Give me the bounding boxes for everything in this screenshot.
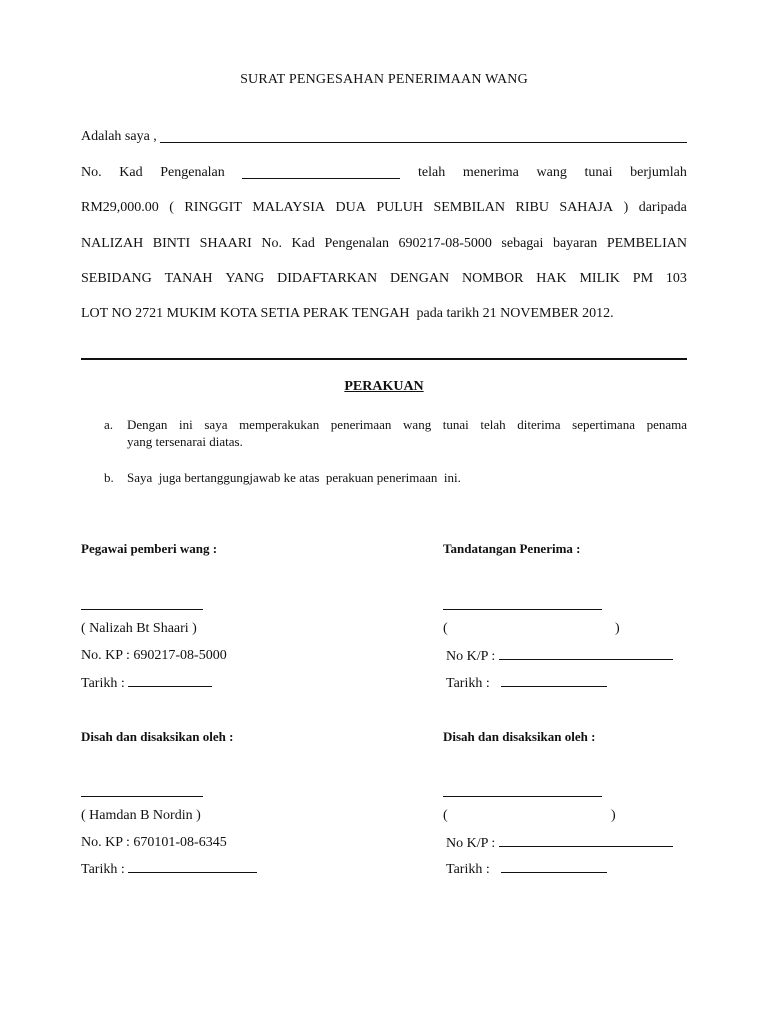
body-line-6: LOT NO 2721 MUKIM KOTA SETIA PERAK TENGAH pada tarikh 21 NOVEMBER 2012. (81, 306, 614, 321)
adalah-saya-label: Adalah saya , (81, 129, 157, 144)
word: SEMBILAN (433, 200, 506, 215)
word: SHAARI (199, 236, 252, 251)
word: diterima (517, 417, 561, 432)
word: saya (204, 417, 228, 432)
word: penerimaan (330, 417, 392, 432)
word: No. (81, 165, 102, 180)
word: 103 (665, 271, 687, 286)
word: RINGGIT (184, 200, 242, 215)
witness-date-label: Tarikh : (81, 862, 125, 877)
name-blank (160, 128, 687, 143)
document-title: SURAT PENGESAHAN PENERIMAAN WANG (240, 72, 528, 87)
witness2-signature-line (443, 796, 602, 797)
receiver-ic-label: No K/P : (446, 649, 496, 664)
receiver-date (446, 674, 607, 693)
giver-date-blank (128, 674, 212, 687)
body-line-2 (81, 164, 687, 182)
word: YANG (225, 271, 265, 286)
word: PULUH (376, 200, 423, 215)
word: ini (179, 417, 193, 432)
item-marker: a. (104, 417, 114, 432)
witness-signature-line (81, 796, 203, 797)
witness-ic: No. KP : 670101-08-6345 (81, 835, 227, 850)
word: tunai (584, 165, 613, 180)
body-line-1 (81, 128, 687, 146)
item-marker: b. (104, 470, 114, 485)
word: tunai (442, 417, 469, 432)
giver-heading: Pegawai pemberi wang : (81, 541, 218, 556)
witness2-date (446, 860, 607, 879)
word: penama (646, 417, 687, 432)
receiver-heading: Tandatangan Penerima : (443, 541, 581, 556)
word: SAHAJA (559, 200, 614, 215)
perakuan-item-a (104, 416, 687, 452)
giver-name: ( Nalizah Bt Shaari ) (81, 621, 197, 636)
receiver-signature-line (443, 609, 602, 610)
word: PM (632, 271, 654, 286)
witness2-name-close: ) (611, 808, 616, 823)
word: berjumlah (630, 165, 687, 180)
witness-heading-right: Disah dan disaksikan oleh : (443, 729, 596, 744)
word: Pengenalan (160, 165, 225, 180)
word: telah (418, 165, 446, 180)
body-line-4 (81, 235, 687, 253)
body-line-5 (81, 270, 687, 288)
giver-signature-line (81, 609, 203, 610)
word: RM29,000.00 (81, 200, 159, 215)
word: Dengan (127, 417, 168, 432)
receiver-ic-blank (499, 647, 673, 660)
witness-heading-left: Disah dan disaksikan oleh : (81, 729, 234, 744)
word: DENGAN (389, 271, 450, 286)
witness-date (81, 860, 257, 879)
word: RIBU (515, 200, 549, 215)
item-b-text: Saya juga bertanggungjawab ke atas perakuan penerimaan ini. (127, 470, 461, 485)
witness-name: ( Hamdan B Nordin ) (81, 808, 201, 823)
word: Kad (119, 165, 143, 180)
ic-blank (242, 164, 400, 179)
word: MILIK (579, 271, 620, 286)
witness2-ic (446, 834, 673, 853)
receiver-name-close: ) (615, 621, 620, 636)
word: PEMBELIAN (606, 236, 687, 251)
perakuan-heading: PERAKUAN (344, 379, 424, 394)
receiver-date-blank (501, 674, 607, 687)
word: MALAYSIA (252, 200, 326, 215)
word: ) (623, 200, 629, 215)
witness2-date-blank (501, 860, 607, 873)
word: wang (403, 417, 432, 432)
witness2-ic-blank (499, 834, 673, 847)
word: HAK (536, 271, 567, 286)
receiver-ic (446, 647, 673, 666)
word: SEBIDANG (81, 271, 152, 286)
witness2-ic-label: No K/P : (446, 836, 496, 851)
word: telah (480, 417, 506, 432)
word: bayaran (552, 236, 598, 251)
perakuan-item-b (104, 469, 687, 487)
word: memperakukan (239, 417, 320, 432)
word: TANAH (164, 271, 213, 286)
section-divider (81, 358, 687, 360)
word: wang (536, 165, 567, 180)
word: 690217-08-5000 (398, 236, 492, 251)
receiver-name-open: ( (443, 621, 448, 636)
giver-ic: No. KP : 690217-08-5000 (81, 648, 227, 663)
giver-date-label: Tarikh : (81, 676, 125, 691)
item-a-line-1 (127, 416, 687, 433)
item-a-line-2: yang tersenarai diatas. (127, 434, 243, 449)
witness2-date-label: Tarikh : (446, 862, 490, 877)
word: DIDAFTARKAN (277, 271, 378, 286)
word: DUA (335, 200, 366, 215)
word: Kad (291, 236, 315, 251)
witness2-name-open: ( (443, 808, 448, 823)
word: Pengenalan (324, 236, 389, 251)
word: BINTI (152, 236, 191, 251)
word: daripada (638, 200, 687, 215)
word: menerima (462, 165, 519, 180)
word: sepertimana (572, 417, 635, 432)
word: NOMBOR (461, 271, 524, 286)
word: No. (261, 236, 282, 251)
word: ( (169, 200, 174, 215)
word: sebagai (501, 236, 544, 251)
giver-date (81, 674, 212, 693)
word: NALIZAH (81, 236, 144, 251)
body-line-3 (81, 199, 687, 217)
receiver-date-label: Tarikh : (446, 676, 490, 691)
witness-date-blank (128, 860, 257, 873)
